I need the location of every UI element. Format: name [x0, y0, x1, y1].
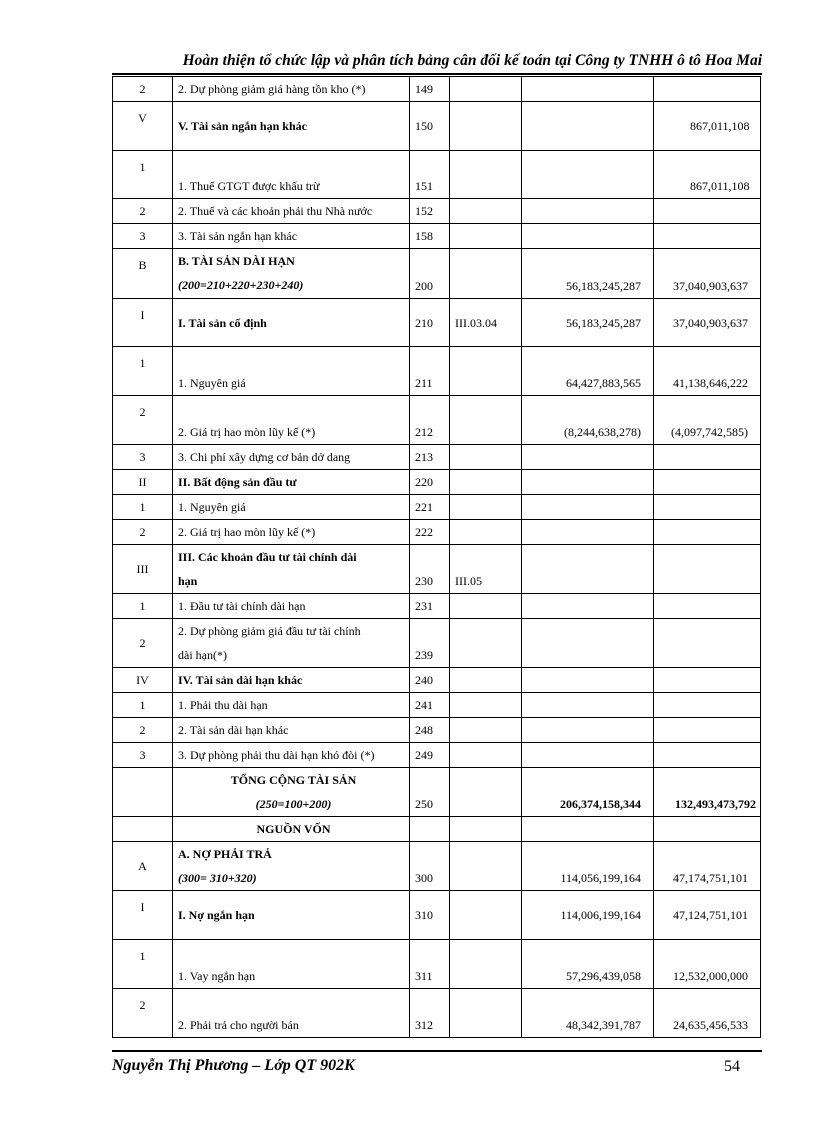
table-row	[113, 718, 761, 743]
table-row	[113, 520, 761, 545]
code-cell: 311	[410, 940, 450, 989]
stt-cell: II	[113, 470, 173, 495]
begin-balance-cell	[654, 545, 761, 594]
code-cell: 230	[410, 545, 450, 594]
end-balance-cell	[522, 77, 654, 102]
begin-balance-cell: 132,493,473,792	[654, 768, 761, 817]
begin-balance-cell	[654, 817, 761, 842]
stt-cell: 2	[113, 619, 173, 668]
stt-cell: 2	[113, 989, 173, 1038]
begin-balance-cell	[654, 718, 761, 743]
item-name-line1: A. NỢ PHẢI TRẢ	[178, 847, 272, 861]
begin-balance-cell	[654, 224, 761, 249]
note-cell	[450, 817, 522, 842]
item-name-line2: (200=210+220+230+240)	[178, 278, 304, 292]
table-row	[113, 249, 761, 299]
note-cell	[450, 445, 522, 470]
begin-balance-cell: 24,635,456,533	[654, 989, 761, 1038]
end-balance-cell	[522, 470, 654, 495]
table-row	[113, 347, 761, 396]
note-cell	[450, 743, 522, 768]
note-cell	[450, 396, 522, 445]
table-row	[113, 445, 761, 470]
page-header-title: Hoàn thiện tổ chức lập và phân tích bảng cân đối kế toán tại Công ty TNHH ô tô Hoa Mai	[182, 52, 762, 69]
note-cell	[450, 77, 522, 102]
stt-cell	[113, 768, 173, 817]
end-balance-cell	[522, 520, 654, 545]
item-name-line2: (300= 310+320)	[178, 871, 257, 885]
table-row	[113, 224, 761, 249]
code-cell: 249	[410, 743, 450, 768]
page-number: 54	[724, 1058, 740, 1075]
item-name-cell: 1. Đầu tư tài chính dài hạn	[173, 594, 410, 619]
note-cell	[450, 224, 522, 249]
begin-balance-cell: 47,174,751,101	[654, 842, 761, 891]
stt-cell: 1	[113, 151, 173, 199]
code-cell: 151	[410, 151, 450, 199]
begin-balance-cell	[654, 594, 761, 619]
stt-cell: A	[113, 842, 173, 891]
end-balance-cell	[522, 224, 654, 249]
end-balance-cell	[522, 619, 654, 668]
note-cell	[450, 989, 522, 1038]
item-name-cell: 2. Giá trị hao mòn lũy kế (*)	[173, 520, 410, 545]
code-cell: 210	[410, 299, 450, 347]
begin-balance-cell: 867,011,108	[654, 151, 761, 199]
table-row	[113, 842, 761, 891]
end-balance-cell	[522, 693, 654, 718]
item-name-line2: dài hạn(*)	[178, 648, 227, 662]
stt-cell: I	[113, 299, 173, 347]
item-name-cell: II. Bất động sản đầu tư	[173, 470, 410, 495]
end-balance-cell: 114,006,199,164	[522, 891, 654, 940]
header-divider	[112, 73, 762, 75]
begin-balance-cell: 867,011,108	[654, 102, 761, 151]
stt-cell: I	[113, 891, 173, 940]
begin-balance-cell	[654, 668, 761, 693]
item-name-line2: hạn	[178, 574, 198, 588]
table-row	[113, 299, 761, 347]
begin-balance-cell	[654, 495, 761, 520]
note-cell	[450, 891, 522, 940]
item-name-cell: 1. Thuế GTGT được khấu trừ	[173, 151, 410, 199]
item-name-line1: B. TÀI SẢN DÀI HẠN	[178, 254, 295, 268]
code-cell: 152	[410, 199, 450, 224]
note-cell	[450, 249, 522, 299]
code-cell: 312	[410, 989, 450, 1038]
stt-cell: B	[113, 249, 173, 299]
stt-cell: 3	[113, 743, 173, 768]
end-balance-cell: 57,296,439,058	[522, 940, 654, 989]
stt-cell: 2	[113, 718, 173, 743]
stt-cell	[113, 817, 173, 842]
begin-balance-cell	[654, 743, 761, 768]
stt-cell: III	[113, 545, 173, 594]
begin-balance-cell	[654, 199, 761, 224]
end-balance-cell: 56,183,245,287	[522, 249, 654, 299]
item-name-cell: 2. Dự phòng giảm giá hàng tồn kho (*)	[173, 77, 410, 102]
item-name-line1: III. Các khoản đầu tư tài chính dài	[178, 550, 357, 564]
end-balance-cell: (8,244,638,278)	[522, 396, 654, 445]
end-balance-cell	[522, 743, 654, 768]
code-cell: 239	[410, 619, 450, 668]
note-cell	[450, 619, 522, 668]
end-balance-cell	[522, 718, 654, 743]
end-balance-cell: 114,056,199,164	[522, 842, 654, 891]
end-balance-cell	[522, 545, 654, 594]
item-name-cell: 2. Phải trả cho người bán	[173, 989, 410, 1038]
code-cell: 150	[410, 102, 450, 151]
item-name-cell: 2. Tài sản dài hạn khác	[173, 718, 410, 743]
note-cell	[450, 940, 522, 989]
code-cell: 222	[410, 520, 450, 545]
table-row	[113, 817, 761, 842]
table-row	[113, 545, 761, 594]
item-name-cell: 3. Dự phòng phải thu dài hạn khó đòi (*)	[173, 743, 410, 768]
table-row	[113, 396, 761, 445]
note-cell: III.03.04	[450, 299, 522, 347]
section-heading-cell: NGUỒN VỐN	[173, 817, 410, 842]
note-cell: III.05	[450, 545, 522, 594]
begin-balance-cell	[654, 445, 761, 470]
stt-cell: 2	[113, 396, 173, 445]
item-name-line1: TỔNG CỘNG TÀI SẢN	[230, 773, 357, 787]
end-balance-cell	[522, 445, 654, 470]
begin-balance-cell: 41,138,646,222	[654, 347, 761, 396]
note-cell	[450, 693, 522, 718]
code-cell: 300	[410, 842, 450, 891]
table-row	[113, 102, 761, 151]
end-balance-cell	[522, 151, 654, 199]
table-row	[113, 693, 761, 718]
code-cell: 213	[410, 445, 450, 470]
code-cell: 248	[410, 718, 450, 743]
note-cell	[450, 199, 522, 224]
end-balance-cell	[522, 668, 654, 693]
item-name-cell	[173, 842, 410, 891]
table-row	[113, 199, 761, 224]
note-cell	[450, 470, 522, 495]
note-cell	[450, 520, 522, 545]
item-name-cell: I. Tài sản cố định	[173, 299, 410, 347]
code-cell: 220	[410, 470, 450, 495]
note-cell	[450, 495, 522, 520]
table-row	[113, 891, 761, 940]
begin-balance-cell	[654, 619, 761, 668]
begin-balance-cell: (4,097,742,585)	[654, 396, 761, 445]
begin-balance-cell: 12,532,000,000	[654, 940, 761, 989]
note-cell	[450, 151, 522, 199]
table-row	[113, 470, 761, 495]
note-cell	[450, 347, 522, 396]
stt-cell: V	[113, 102, 173, 151]
stt-cell: 1	[113, 940, 173, 989]
table-row	[113, 743, 761, 768]
begin-balance-cell: 47,124,751,101	[654, 891, 761, 940]
item-name-cell: 1. Phải thu dài hạn	[173, 693, 410, 718]
begin-balance-cell	[654, 77, 761, 102]
item-name-cell	[173, 768, 410, 817]
table-row	[113, 768, 761, 817]
table-row	[113, 594, 761, 619]
stt-cell: 2	[113, 77, 173, 102]
note-cell	[450, 594, 522, 619]
begin-balance-cell: 37,040,903,637	[654, 299, 761, 347]
note-cell	[450, 102, 522, 151]
code-cell: 212	[410, 396, 450, 445]
end-balance-cell: 56,183,245,287	[522, 299, 654, 347]
footer-author: Nguyễn Thị Phương – Lớp QT 902K	[112, 1057, 355, 1074]
code-cell: 221	[410, 495, 450, 520]
item-name-cell: 3. Tài sản ngắn hạn khác	[173, 224, 410, 249]
code-cell	[410, 817, 450, 842]
code-cell: 211	[410, 347, 450, 396]
begin-balance-cell	[654, 693, 761, 718]
table-row	[113, 77, 761, 102]
note-cell	[450, 768, 522, 817]
item-name-line1: 2. Dự phòng giảm giá đầu tư tài chính	[178, 624, 361, 638]
end-balance-cell	[522, 102, 654, 151]
item-name-cell: I. Nợ ngắn hạn	[173, 891, 410, 940]
item-name-cell: IV. Tài sản dài hạn khác	[173, 668, 410, 693]
note-cell	[450, 718, 522, 743]
stt-cell: 3	[113, 445, 173, 470]
stt-cell: IV	[113, 668, 173, 693]
code-cell: 149	[410, 77, 450, 102]
item-name-line2: (250=100+200)	[255, 797, 332, 811]
code-cell: 241	[410, 693, 450, 718]
stt-cell: 2	[113, 520, 173, 545]
note-cell	[450, 668, 522, 693]
end-balance-cell	[522, 594, 654, 619]
code-cell: 240	[410, 668, 450, 693]
stt-cell: 1	[113, 594, 173, 619]
table-row	[113, 495, 761, 520]
item-name-cell: V. Tài sản ngắn hạn khác	[173, 102, 410, 151]
note-cell	[450, 842, 522, 891]
table-row	[113, 619, 761, 668]
end-balance-cell: 206,374,158,344	[522, 768, 654, 817]
item-name-cell	[173, 619, 410, 668]
balance-sheet-table	[112, 76, 761, 1038]
code-cell: 200	[410, 249, 450, 299]
code-cell: 231	[410, 594, 450, 619]
item-name-cell: 1. Nguyên giá	[173, 347, 410, 396]
end-balance-cell	[522, 495, 654, 520]
begin-balance-cell	[654, 470, 761, 495]
table-row	[113, 151, 761, 199]
item-name-cell: 2. Thuế và các khoản phải thu Nhà nước	[173, 199, 410, 224]
stt-cell: 2	[113, 199, 173, 224]
item-name-cell	[173, 249, 410, 299]
stt-cell: 1	[113, 495, 173, 520]
stt-cell: 3	[113, 224, 173, 249]
code-cell: 310	[410, 891, 450, 940]
table-row	[113, 989, 761, 1038]
end-balance-cell	[522, 199, 654, 224]
table-row	[113, 940, 761, 989]
stt-cell: 1	[113, 693, 173, 718]
item-name-cell: 2. Giá trị hao mòn lũy kế (*)	[173, 396, 410, 445]
item-name-cell: 1. Vay ngắn hạn	[173, 940, 410, 989]
stt-cell: 1	[113, 347, 173, 396]
table-row	[113, 668, 761, 693]
item-name-cell: 3. Chi phí xây dựng cơ bản dở dang	[173, 445, 410, 470]
code-cell: 250	[410, 768, 450, 817]
item-name-cell	[173, 545, 410, 594]
begin-balance-cell	[654, 520, 761, 545]
end-balance-cell: 48,342,391,787	[522, 989, 654, 1038]
end-balance-cell: 64,427,883,565	[522, 347, 654, 396]
item-name-cell: 1. Nguyên giá	[173, 495, 410, 520]
end-balance-cell	[522, 817, 654, 842]
begin-balance-cell: 37,040,903,637	[654, 249, 761, 299]
code-cell: 158	[410, 224, 450, 249]
footer-divider	[112, 1050, 762, 1052]
